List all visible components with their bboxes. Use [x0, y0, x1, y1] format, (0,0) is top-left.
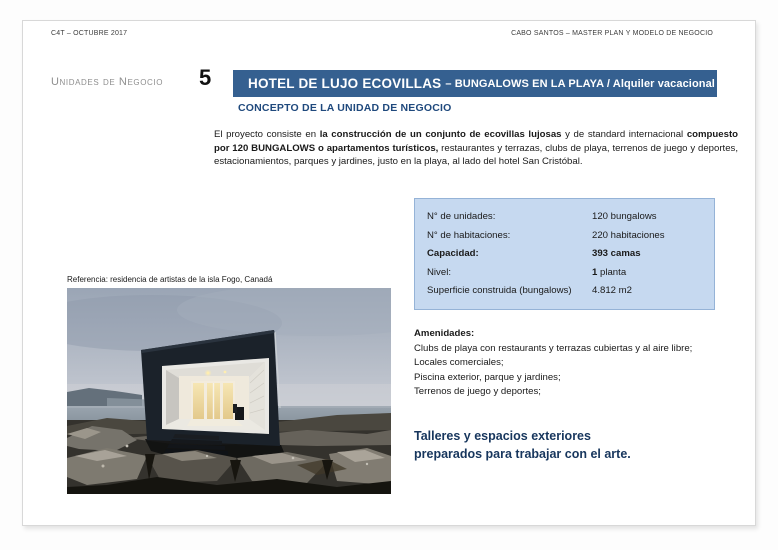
text-segment: la construcción de un conjunto de ecovillas lujosas: [319, 129, 562, 140]
text-segment: El proyecto consiste en: [214, 129, 320, 140]
header-project-title: CABO SANTOS – MASTER PLAN Y MODELO DE NEGOCIO: [511, 30, 713, 37]
amenities-list: [414, 342, 726, 400]
text-segment: restaurantes y terrazas, clubs de playa, terrenos de juego y deportes, estacionamientos, parques y jardines, justo en la playa, al lado del hotel San Cristóbal.: [214, 142, 739, 168]
section-title-bar: [233, 70, 717, 97]
highlight-note: Talleres y espacios exteriores preparados para trabajar con el arte.: [414, 429, 631, 461]
spec-value: 4.812 m2: [592, 285, 633, 297]
spec-label: Superficie construida (bungalows): [427, 285, 572, 297]
list-item: Terrenos de juego y deportes;: [414, 386, 541, 398]
spec-label: N° de habitaciones:: [427, 229, 511, 241]
header-date: C4T – OCTUBRE 2017: [51, 30, 128, 37]
spec-row: [427, 245, 714, 264]
intro-paragraph: [214, 128, 738, 169]
document-page: [22, 20, 756, 526]
amenities-heading: Amenidades:: [414, 328, 475, 339]
section-title-subtext: – BUNGALOWS EN LA PLAYA / Alquiler vacacional: [445, 77, 715, 90]
spec-value: 1 planta: [592, 266, 627, 278]
spec-row: [427, 227, 714, 246]
photo-caption: Referencia: residencia de artistas de la isla Fogo, Canadá: [67, 275, 273, 284]
spec-label: Nivel:: [427, 266, 451, 278]
ecovilla-photo-illustration: [67, 288, 391, 494]
section-number: 5: [199, 65, 212, 90]
text-segment: compuesto por 120 BUNGALOWS o apartamentos turísticos,: [214, 129, 739, 154]
list-item: Piscina exterior, parque y jardines;: [414, 371, 561, 383]
spec-row: [427, 264, 714, 283]
spec-label: Capacidad:: [427, 248, 479, 260]
list-item: Locales comerciales;: [414, 357, 504, 369]
amenities-block: [414, 327, 726, 400]
specs-table: [414, 198, 715, 310]
reference-photo: [67, 288, 391, 494]
section-title-main: HOTEL DE LUJO ECOVILLAS: [248, 76, 442, 91]
spec-value: 393 camas: [592, 248, 641, 260]
spec-row: [427, 282, 714, 301]
spec-value: 120 bungalows: [592, 211, 657, 222]
concept-subtitle: CONCEPTO DE LA UNIDAD DE NEGOCIO: [238, 102, 452, 114]
spec-label: N° de unidades:: [427, 211, 496, 222]
section-category-label: Unidades de Negocio: [51, 76, 164, 88]
spec-row: [427, 208, 714, 227]
list-item: Clubs de playa con restaurants y terrazas cubiertas y al aire libre;: [414, 342, 693, 354]
spec-value: 220 habitaciones: [592, 229, 665, 241]
text-segment: y de standard internacional: [561, 129, 687, 140]
